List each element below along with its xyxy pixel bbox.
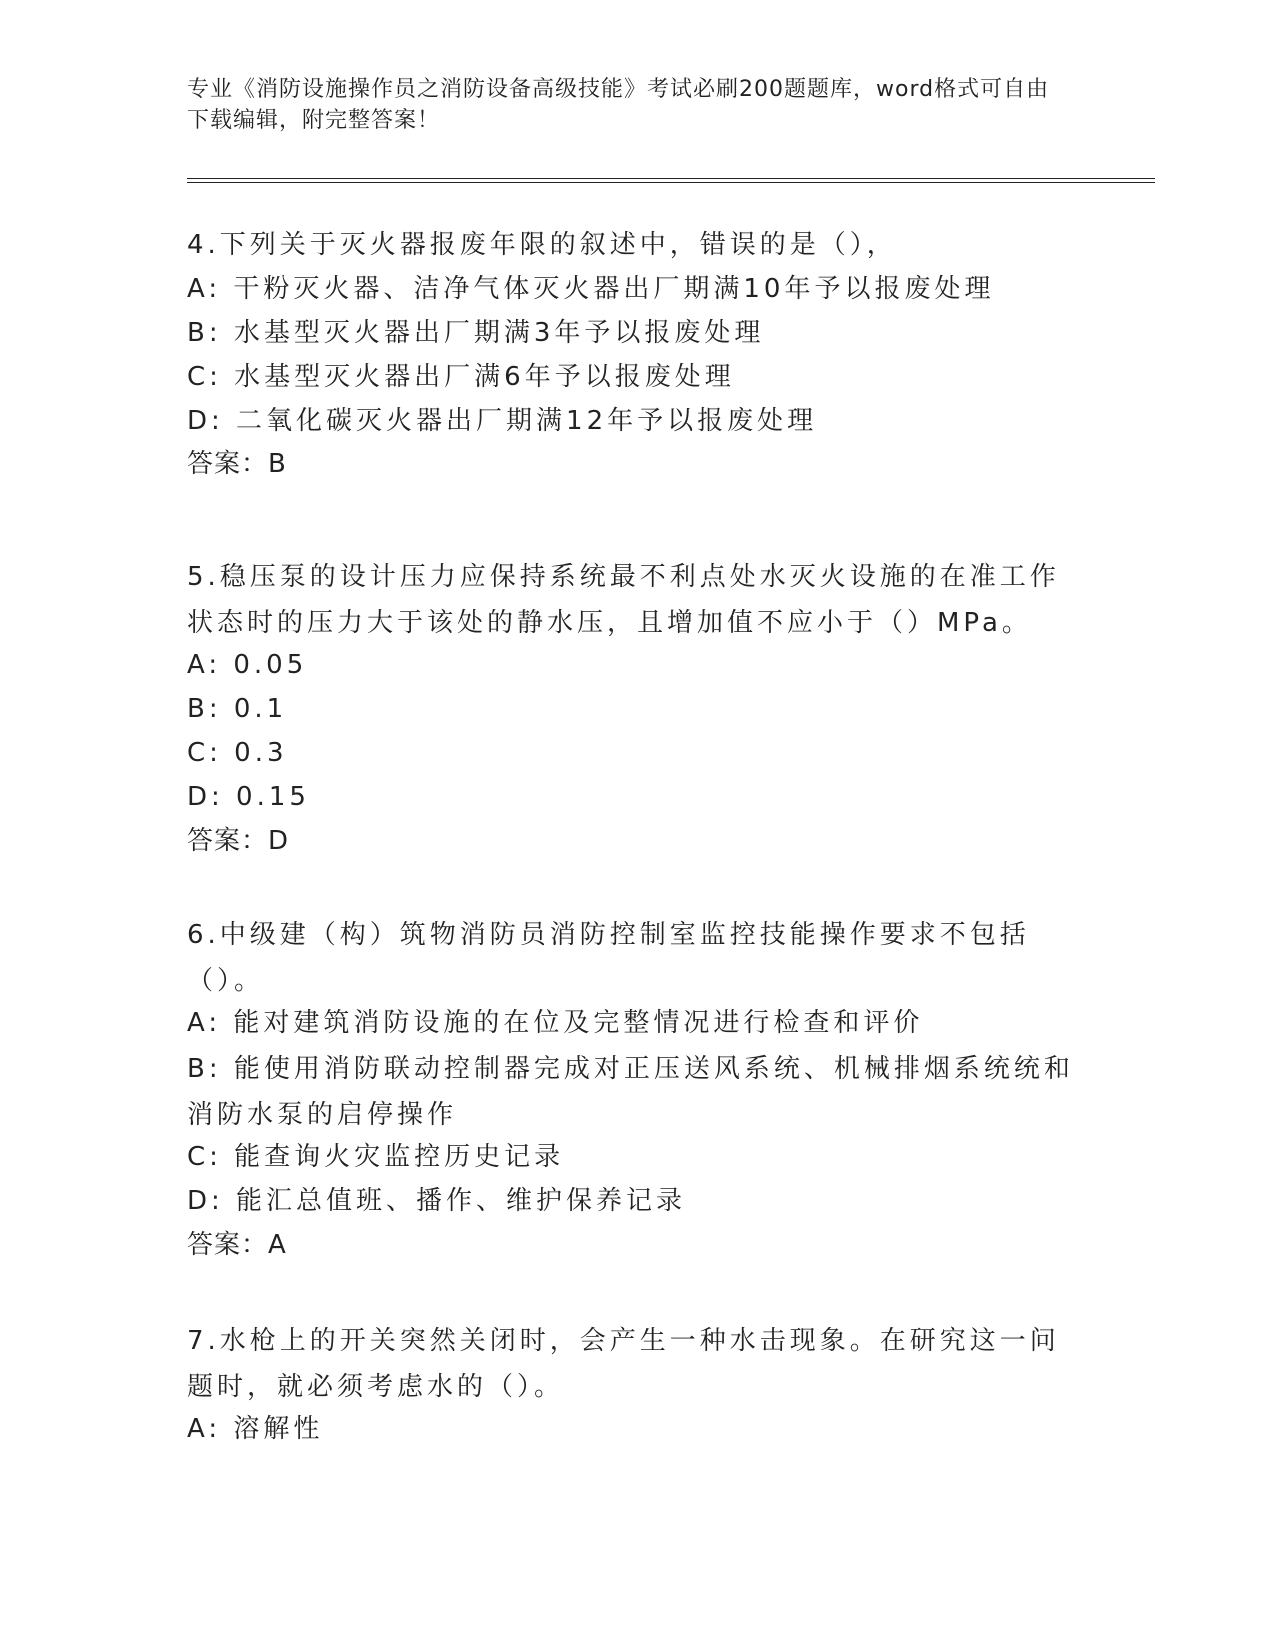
question-5-option-c: C: 0.3 [187, 738, 288, 768]
document-header: 专业《消防设施操作员之消防设备高级技能》考试必刷200题题库，word格式可自由下载编辑，附完整答案！ [187, 77, 1050, 133]
question-4-option-a: A: 干粉灭火器、洁净气体灭火器出厂期满10年予以报废处理 [187, 274, 995, 304]
question-4-answer: 答案：B [187, 449, 287, 479]
question-6-answer: 答案：A [187, 1230, 287, 1260]
question-5-text: 5.稳压泵的设计压力应保持系统最不利点处水灭火设施的在准工作状态时的压力大于该处的静水压，且增加值不应小于（）MPa。 [187, 562, 1060, 638]
question-7-text: 7.水枪上的开关突然关闭时，会产生一种水击现象。在研究这一问题时，就必须考虑水的（）。 [187, 1326, 1060, 1402]
question-4-option-b: B: 水基型灭火器出厂期满3年予以报废处理 [187, 318, 765, 348]
question-6-option-b: B: 能使用消防联动控制器完成对正压送风系统、机械排烟系统统和消防水泵的启停操作 [187, 1054, 1074, 1130]
question-6-option-d: D: 能汇总值班、播作、维护保养记录 [187, 1186, 687, 1216]
header-divider-top [187, 178, 1155, 179]
question-5-option-a: A: 0.05 [187, 650, 308, 680]
question-4-option-c: C: 水基型灭火器出厂满6年予以报废处理 [187, 362, 735, 392]
question-7-option-a: A: 溶解性 [187, 1414, 324, 1444]
question-6-text: 6.中级建（构）筑物消防员消防控制室监控技能操作要求不包括（）。 [187, 920, 1030, 996]
question-4-text: 4.下列关于灭火器报废年限的叙述中，错误的是（）， [187, 230, 897, 260]
question-5-option-d: D: 0.15 [187, 782, 310, 812]
header-divider-bottom [187, 182, 1155, 183]
question-6-option-a: A: 能对建筑消防设施的在位及完整情况进行检查和评价 [187, 1008, 924, 1038]
question-5-answer: 答案：D [187, 826, 290, 856]
question-6-option-c: C: 能查询火灾监控历史记录 [187, 1142, 565, 1172]
question-4-option-d: D: 二氧化碳灭火器出厂期满12年予以报废处理 [187, 406, 818, 436]
question-5-option-b: B: 0.1 [187, 694, 288, 724]
